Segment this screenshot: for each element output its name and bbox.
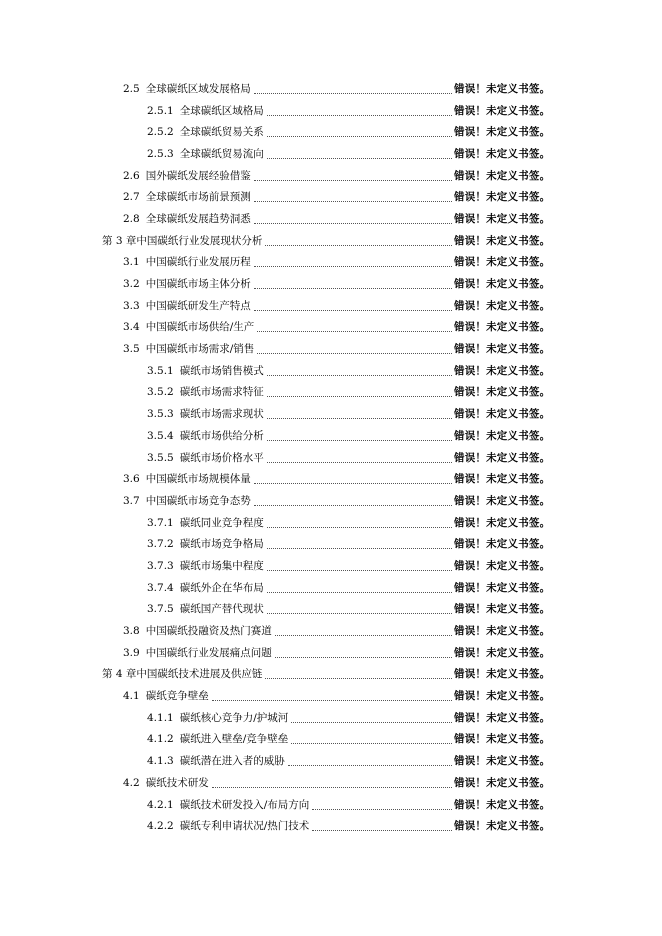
toc-entry-number: 3.7.2 (147, 538, 174, 551)
toc-entry-page-ref: 错误！未定义书签。 (454, 408, 551, 421)
toc-entry-page-ref: 错误！未定义书签。 (454, 104, 551, 117)
toc-entry[interactable] (0, 186, 662, 208)
dot-leader (267, 374, 452, 376)
toc-entry-title: 中国碳纸市场需求/销售 (145, 343, 255, 356)
toc-entry-page-ref: 错误！未定义书签。 (454, 559, 551, 572)
dot-leader (254, 309, 452, 311)
toc-entry[interactable] (0, 317, 662, 339)
dot-leader (312, 808, 452, 810)
toc-entry-title: 碳纸进入壁垒/竞争壁垒 (179, 733, 289, 746)
toc-entry-title: 碳纸同业竞争程度 (179, 516, 264, 529)
toc-entry[interactable] (0, 295, 662, 317)
toc-entry[interactable] (0, 382, 662, 404)
toc-entry-title: 中国碳纸行业发展现状分析 (136, 234, 263, 247)
dot-leader (254, 265, 452, 267)
toc-entry-number: 3.9 (123, 646, 140, 659)
toc-entry-label (123, 212, 251, 226)
toc-entry[interactable] (0, 815, 662, 837)
toc-entry-title: 碳纸潜在进入者的威胁 (179, 755, 285, 768)
dot-leader (267, 526, 452, 528)
dot-leader (254, 287, 452, 289)
toc-entry-number: 3.7.1 (147, 516, 174, 529)
toc-entry[interactable] (0, 729, 662, 751)
toc-entry[interactable] (0, 533, 662, 555)
dot-leader (275, 634, 452, 636)
toc-entry-number: 第 3 章 (102, 234, 137, 247)
toc-entry-page-ref: 错误！未定义书签。 (454, 364, 551, 377)
toc-entry-title: 中国碳纸市场竞争态势 (145, 494, 251, 507)
toc-entry[interactable] (0, 555, 662, 577)
toc-entry-page-ref: 错误！未定义书签。 (454, 603, 551, 616)
dot-leader (254, 179, 452, 181)
toc-entry-page-ref: 错误！未定义书签。 (454, 451, 551, 464)
toc-entry-title: 全球碳纸区域发展格局 (145, 82, 251, 95)
toc-entry-title: 碳纸市场供给分析 (179, 429, 264, 442)
toc-entry[interactable] (0, 100, 662, 122)
toc-entry-page-ref: 错误！未定义书签。 (454, 581, 551, 594)
toc-entry[interactable] (0, 664, 662, 686)
toc-entry-label (147, 407, 264, 421)
dot-leader (275, 656, 452, 658)
toc-entry-title: 中国碳纸研发生产特点 (145, 299, 251, 312)
toc-entry-number: 3.5.1 (147, 364, 174, 377)
dot-leader (265, 677, 452, 679)
toc-entry-number: 3.5.2 (147, 386, 174, 399)
toc-entry-label (123, 342, 254, 356)
toc-entry-label (123, 190, 251, 204)
toc-entry-label (123, 472, 251, 486)
toc-entry-number: 3.7.5 (147, 603, 174, 616)
toc-entry-number: 3.5.5 (147, 451, 174, 464)
toc-entry-title: 碳纸市场需求现状 (179, 408, 264, 421)
toc-entry-page-ref: 错误！未定义书签。 (454, 191, 551, 204)
toc-entry-title: 碳纸竞争壁垒 (145, 690, 209, 703)
toc-entry-label (102, 667, 262, 681)
toc-entry-page-ref: 错误！未定义书签。 (454, 278, 551, 291)
dot-leader (267, 591, 452, 593)
toc-entry-label (147, 147, 264, 161)
dot-leader (267, 417, 452, 419)
toc-entry-label (147, 711, 288, 725)
toc-entry-page-ref: 错误！未定义书签。 (454, 755, 551, 768)
toc-entry-page-ref: 错误！未定义书签。 (454, 343, 551, 356)
toc-entry-number: 3.6 (123, 473, 140, 486)
toc-entry-label (147, 537, 264, 551)
toc-entry-title: 全球碳纸发展趋势洞悉 (145, 212, 251, 225)
toc-entry-page-ref: 错误！未定义书签。 (454, 386, 551, 399)
table-of-contents (0, 78, 662, 837)
toc-entry[interactable] (0, 338, 662, 360)
toc-entry-page-ref: 错误！未定义书签。 (454, 690, 551, 703)
toc-entry-page-ref: 错误！未定义书签。 (454, 798, 551, 811)
toc-entry-title: 全球碳纸市场前景预测 (145, 191, 251, 204)
toc-entry-number: 2.6 (123, 169, 140, 182)
toc-entry[interactable] (0, 620, 662, 642)
toc-entry-title: 中国碳纸市场供给/生产 (145, 321, 255, 334)
toc-entry-title: 全球碳纸区域格局 (179, 104, 264, 117)
toc-entry-number: 3.7 (123, 494, 140, 507)
dot-leader (254, 92, 452, 94)
toc-entry[interactable] (0, 685, 662, 707)
toc-entry-title: 碳纸市场竞争格局 (179, 538, 264, 551)
toc-entry-label (147, 602, 264, 616)
toc-entry-title: 碳纸市场价格水平 (179, 451, 264, 464)
toc-entry-label (123, 624, 272, 638)
toc-entry-number: 4.1.2 (147, 733, 174, 746)
toc-entry-label (123, 82, 251, 96)
toc-entry-page-ref: 错误！未定义书签。 (454, 212, 551, 225)
toc-entry-page-ref: 错误！未定义书签。 (454, 147, 551, 160)
toc-entry[interactable] (0, 403, 662, 425)
toc-entry-label (147, 754, 285, 768)
toc-entry[interactable] (0, 208, 662, 230)
toc-entry[interactable] (0, 360, 662, 382)
toc-entry-label (147, 581, 264, 595)
toc-entry-number: 3.5.4 (147, 429, 174, 442)
toc-entry[interactable] (0, 230, 662, 252)
toc-entry-title: 碳纸技术研发 (145, 776, 209, 789)
toc-entry-page-ref: 错误！未定义书签。 (454, 321, 551, 334)
toc-entry-label (123, 689, 209, 703)
toc-entry-number: 4.1 (123, 690, 140, 703)
toc-entry-label (147, 104, 264, 118)
dot-leader (267, 569, 452, 571)
toc-entry-number: 3.1 (123, 256, 140, 269)
toc-entry-page-ref: 错误！未定义书签。 (454, 711, 551, 724)
toc-entry-number: 3.3 (123, 299, 140, 312)
toc-entry-title: 碳纸市场需求特征 (179, 386, 264, 399)
toc-entry-label (123, 776, 209, 790)
toc-entry-page-ref: 错误！未定义书签。 (454, 646, 551, 659)
toc-entry-page-ref: 错误！未定义书签。 (454, 234, 551, 247)
toc-entry-label (123, 494, 251, 508)
toc-entry-number: 3.7.4 (147, 581, 174, 594)
toc-entry[interactable] (0, 252, 662, 274)
toc-entry-title: 碳纸外企在华布局 (179, 581, 264, 594)
toc-entry[interactable] (0, 165, 662, 187)
toc-entry[interactable] (0, 143, 662, 165)
toc-entry-title: 中国碳纸行业发展痛点问题 (145, 646, 272, 659)
toc-entry-title: 全球碳纸贸易流向 (179, 147, 264, 160)
dot-leader (254, 200, 452, 202)
dot-leader (254, 222, 452, 224)
toc-entry-number: 3.4 (123, 321, 140, 334)
dot-leader (312, 829, 452, 831)
toc-entry-label (147, 385, 264, 399)
toc-entry-page-ref: 错误！未定义书签。 (454, 256, 551, 269)
toc-entry-label (147, 125, 264, 139)
toc-entry-page-ref: 错误！未定义书签。 (454, 169, 551, 182)
toc-entry-page-ref: 错误！未定义书签。 (454, 494, 551, 507)
toc-entry-number: 4.2.2 (147, 820, 174, 833)
toc-entry[interactable] (0, 577, 662, 599)
toc-entry-title: 中国碳纸技术进展及供应链 (136, 668, 263, 681)
toc-entry-number: 3.5 (123, 343, 140, 356)
dot-leader (267, 439, 452, 441)
toc-entry-number: 第 4 章 (102, 668, 137, 681)
dot-leader (265, 244, 452, 246)
toc-entry[interactable] (0, 642, 662, 664)
toc-entry-page-ref: 错误！未定义书签。 (454, 429, 551, 442)
toc-entry-page-ref: 错误！未定义书签。 (454, 625, 551, 638)
toc-entry-label (147, 516, 264, 530)
toc-entry-page-ref: 错误！未定义书签。 (454, 776, 551, 789)
toc-entry-number: 3.2 (123, 278, 140, 291)
dot-leader (257, 330, 452, 332)
toc-entry-title: 国外碳纸发展经验借鉴 (145, 169, 251, 182)
dot-leader (291, 742, 452, 744)
toc-entry-number: 4.1.3 (147, 755, 174, 768)
dot-leader (288, 764, 452, 766)
toc-entry-label (123, 255, 251, 269)
toc-entry-title: 碳纸国产替代现状 (179, 603, 264, 616)
toc-entry-number: 3.7.3 (147, 559, 174, 572)
toc-entry-label (123, 299, 251, 313)
dot-leader (267, 395, 452, 397)
dot-leader (291, 721, 452, 723)
toc-entry-title: 中国碳纸市场主体分析 (145, 278, 251, 291)
dot-leader (254, 482, 452, 484)
toc-entry[interactable] (0, 78, 662, 100)
dot-leader (267, 157, 452, 159)
toc-entry-page-ref: 错误！未定义书签。 (454, 299, 551, 312)
toc-entry-number: 2.5.2 (147, 126, 174, 139)
toc-entry-page-ref: 错误！未定义书签。 (454, 820, 551, 833)
dot-leader (267, 135, 452, 137)
toc-entry[interactable] (0, 599, 662, 621)
toc-entry-title: 碳纸核心竞争力/护城河 (179, 711, 289, 724)
toc-entry-label (123, 320, 254, 334)
toc-entry[interactable] (0, 750, 662, 772)
toc-entry-page-ref: 错误！未定义书签。 (454, 82, 551, 95)
toc-entry-title: 碳纸市场集中程度 (179, 559, 264, 572)
toc-entry-title: 全球碳纸贸易关系 (179, 126, 264, 139)
toc-entry[interactable] (0, 121, 662, 143)
toc-entry[interactable] (0, 490, 662, 512)
toc-entry[interactable] (0, 707, 662, 729)
toc-entry-label (147, 819, 309, 833)
toc-entry-number: 2.5 (123, 82, 140, 95)
toc-entry-number: 2.5.1 (147, 104, 174, 117)
toc-entry-title: 碳纸专利申请状况/热门技术 (179, 820, 310, 833)
toc-entry[interactable] (0, 425, 662, 447)
dot-leader (254, 504, 452, 506)
toc-entry-title: 中国碳纸行业发展历程 (145, 256, 251, 269)
toc-entry[interactable] (0, 447, 662, 469)
toc-entry-label (102, 234, 262, 248)
toc-entry-number: 4.1.1 (147, 711, 174, 724)
toc-entry-number: 2.5.3 (147, 147, 174, 160)
toc-entry-number: 3.5.3 (147, 408, 174, 421)
toc-entry-number: 3.8 (123, 625, 140, 638)
toc-entry-label (123, 646, 272, 660)
toc-entry-title: 碳纸市场销售模式 (179, 364, 264, 377)
dot-leader (257, 352, 452, 354)
toc-entry[interactable] (0, 794, 662, 816)
toc-entry-title: 中国碳纸市场规模体量 (145, 473, 251, 486)
toc-entry-title: 碳纸技术研发投入/布局方向 (179, 798, 310, 811)
toc-entry-label (147, 451, 264, 465)
toc-entry-page-ref: 错误！未定义书签。 (454, 516, 551, 529)
toc-entry-page-ref: 错误！未定义书签。 (454, 733, 551, 746)
toc-entry[interactable] (0, 772, 662, 794)
toc-entry-number: 4.2.1 (147, 798, 174, 811)
toc-entry-number: 4.2 (123, 776, 140, 789)
toc-entry-number: 2.8 (123, 212, 140, 225)
toc-entry-title: 中国碳纸投融资及热门赛道 (145, 625, 272, 638)
toc-entry-label (147, 798, 309, 812)
toc-entry-page-ref: 错误！未定义书签。 (454, 668, 551, 681)
toc-entry[interactable] (0, 273, 662, 295)
toc-entry-page-ref: 错误！未定义书签。 (454, 473, 551, 486)
toc-entry[interactable] (0, 468, 662, 490)
toc-entry-label (147, 364, 264, 378)
toc-entry-page-ref: 错误！未定义书签。 (454, 126, 551, 139)
toc-entry-label (123, 277, 251, 291)
toc-entry-label (147, 429, 264, 443)
toc-entry-label (123, 169, 251, 183)
toc-entry-label (147, 732, 288, 746)
dot-leader (212, 699, 452, 701)
dot-leader (212, 786, 452, 788)
dot-leader (267, 461, 452, 463)
dot-leader (267, 612, 452, 614)
toc-entry-page-ref: 错误！未定义书签。 (454, 538, 551, 551)
dot-leader (267, 114, 452, 116)
dot-leader (267, 547, 452, 549)
toc-entry[interactable] (0, 512, 662, 534)
toc-entry-number: 2.7 (123, 191, 140, 204)
toc-entry-label (147, 559, 264, 573)
